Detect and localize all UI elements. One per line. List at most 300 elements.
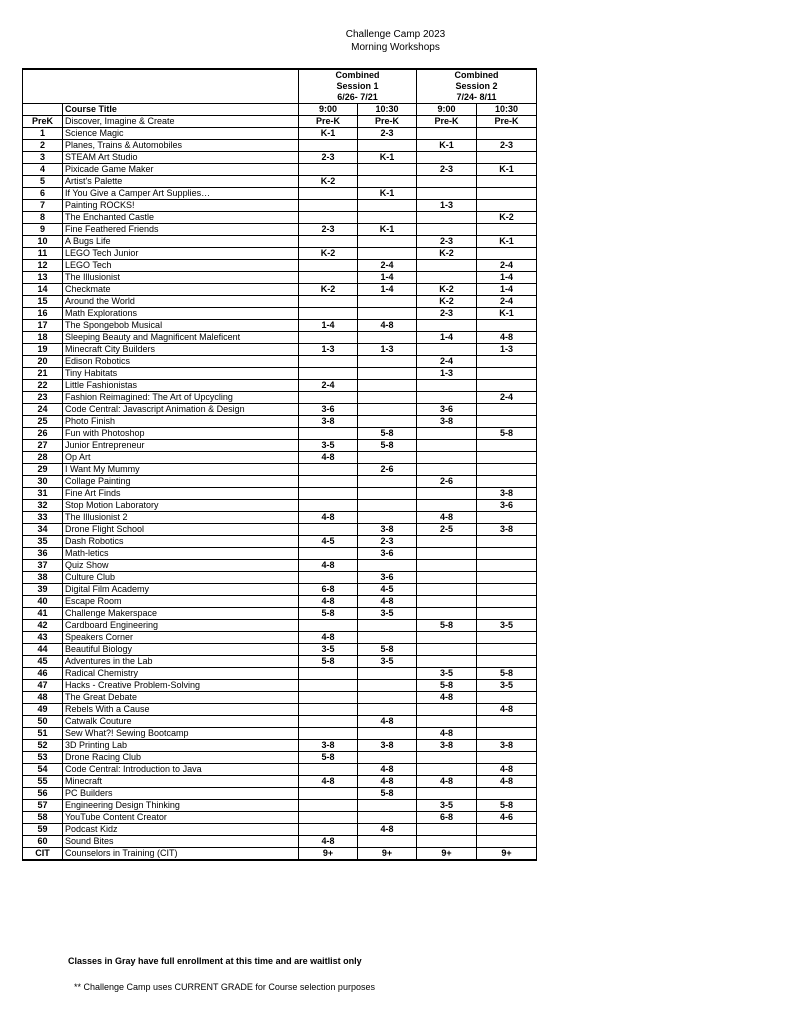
- session1-time1-grades: K-2: [299, 284, 358, 296]
- session2-name: Session 2: [417, 81, 537, 92]
- session2-time1-grades: 9+: [417, 848, 477, 861]
- session2-time2-grades: [477, 452, 537, 464]
- session1-time2-grades: [358, 704, 417, 716]
- session1-time2-grades: K-1: [358, 188, 417, 200]
- session1-time1-grades: 2-4: [299, 380, 358, 392]
- session1-time1-grades: [299, 296, 358, 308]
- session2-time1-grades: 2-4: [417, 356, 477, 368]
- table-row: [23, 512, 537, 524]
- course-title: Challenge Makerspace: [63, 608, 299, 620]
- session1-time2-grades: [358, 680, 417, 692]
- course-title: If You Give a Camper Art Supplies…: [63, 188, 299, 200]
- course-title: PC Builders: [63, 788, 299, 800]
- course-title: YouTube Content Creator: [63, 812, 299, 824]
- session2-time1-grades: [417, 548, 477, 560]
- session1-time2-grades: K-1: [358, 224, 417, 236]
- course-title: Escape Room: [63, 596, 299, 608]
- course-title: The Great Debate: [63, 692, 299, 704]
- session1-time1-grades: 4-8: [299, 596, 358, 608]
- session2-time2-grades: [477, 476, 537, 488]
- session1-time1-grades: 1-3: [299, 344, 358, 356]
- session1-time2-grades: [358, 404, 417, 416]
- session2-time1-grades: [417, 380, 477, 392]
- session1-time2-grades: 4-8: [358, 776, 417, 788]
- table-row: [23, 656, 537, 668]
- session1-time2-grades: [358, 512, 417, 524]
- session2-time1-grades: [417, 716, 477, 728]
- course-number: 30: [23, 476, 63, 488]
- session2-time2-grades: [477, 464, 537, 476]
- session2-time2-grades: 3-5: [477, 680, 537, 692]
- session2-time2-grades: [477, 632, 537, 644]
- session2-time2-grades: 3-5: [477, 620, 537, 632]
- session2-time1-grades: [417, 392, 477, 404]
- session2-time2-grades: [477, 380, 537, 392]
- session2-time1-grades: [417, 440, 477, 452]
- session1-time2-grades: 4-8: [358, 596, 417, 608]
- session1-time1-grades: [299, 548, 358, 560]
- document-subtitle: Morning Workshops: [351, 42, 440, 53]
- course-title: Counselors in Training (CIT): [63, 848, 299, 861]
- course-number: 53: [23, 752, 63, 764]
- session2-time2-grades: [477, 836, 537, 848]
- session2-time1-grades: [417, 536, 477, 548]
- course-number: 46: [23, 668, 63, 680]
- table-row: [23, 740, 537, 752]
- course-number: PreK: [23, 116, 63, 128]
- session1-time1-grades: 5-8: [299, 656, 358, 668]
- course-title: Radical Chemistry: [63, 668, 299, 680]
- course-number: 38: [23, 572, 63, 584]
- session2-time2-grades: [477, 200, 537, 212]
- session1-time1-grades: K-1: [299, 128, 358, 140]
- course-number: 8: [23, 212, 63, 224]
- session2-time2-grades: [477, 356, 537, 368]
- session1-time1-grades: 3-8: [299, 740, 358, 752]
- course-title: Sleeping Beauty and Magnificent Maleficent: [63, 332, 299, 344]
- session1-time2-grades: 3-5: [358, 656, 417, 668]
- session2-time1-grades: [417, 560, 477, 572]
- session1-time1-grades: 4-8: [299, 776, 358, 788]
- session1-time2-grades: 3-5: [358, 608, 417, 620]
- course-title: Speakers Corner: [63, 632, 299, 644]
- session1-time2-grades: [358, 500, 417, 512]
- course-title: Beautiful Biology: [63, 644, 299, 656]
- header-row-session: [23, 81, 537, 92]
- table-row: [23, 500, 537, 512]
- session2-time2-grades: 3-8: [477, 488, 537, 500]
- session2-time2-grades: [477, 128, 537, 140]
- session1-time2-grades: [358, 812, 417, 824]
- course-number: 1: [23, 128, 63, 140]
- course-number: 24: [23, 404, 63, 416]
- course-number: 15: [23, 296, 63, 308]
- session1-time1-grades: 6-8: [299, 584, 358, 596]
- session1-time2-grades: [358, 632, 417, 644]
- table-row: [23, 140, 537, 152]
- session2-time2-grades: [477, 584, 537, 596]
- table-row: [23, 416, 537, 428]
- table-row: [23, 788, 537, 800]
- session1-time2-grades: 9+: [358, 848, 417, 861]
- session1-time1-grades: 4-8: [299, 512, 358, 524]
- session1-time1-grades: [299, 692, 358, 704]
- session1-time2-grades: 5-8: [358, 788, 417, 800]
- session1-time1-grades: 1-4: [299, 320, 358, 332]
- course-title: Sound Bites: [63, 836, 299, 848]
- session1-time2-grades: 3-6: [358, 548, 417, 560]
- session1-time2-grades: 4-8: [358, 716, 417, 728]
- session2-time1-grades: [417, 752, 477, 764]
- table-row: [23, 536, 537, 548]
- course-number: 60: [23, 836, 63, 848]
- session2-time2-grades: [477, 788, 537, 800]
- table-row: [23, 344, 537, 356]
- session1-time2-grades: [358, 356, 417, 368]
- session2-time2-grades: 4-8: [477, 764, 537, 776]
- course-title: Math Explorations: [63, 308, 299, 320]
- course-number: 54: [23, 764, 63, 776]
- course-number: 39: [23, 584, 63, 596]
- session1-time2-grades: 4-8: [358, 824, 417, 836]
- session2-time1-grades: [417, 500, 477, 512]
- session2-time1-grades: [417, 428, 477, 440]
- session1-time1-grades: 3-6: [299, 404, 358, 416]
- session2-time1-grades: [417, 260, 477, 272]
- session1-time2-grades: [358, 212, 417, 224]
- session2-time1-grades: [417, 788, 477, 800]
- session1-time1-grades: [299, 488, 358, 500]
- session1-time1-grades: 4-5: [299, 536, 358, 548]
- session1-time1-grades: K-2: [299, 248, 358, 260]
- course-number: 27: [23, 440, 63, 452]
- session2-time2-grades: [477, 416, 537, 428]
- header-row-columns: [23, 104, 537, 116]
- session2-time1-grades: 2-6: [417, 476, 477, 488]
- course-title: I Want My Mummy: [63, 464, 299, 476]
- session2-time1-grades: [417, 632, 477, 644]
- course-title: Cardboard Engineering: [63, 620, 299, 632]
- session1-time1-grades: [299, 212, 358, 224]
- course-number: 47: [23, 680, 63, 692]
- session2-time1-grades: [417, 212, 477, 224]
- course-title: Fine Art Finds: [63, 488, 299, 500]
- session2-time1-grades: [417, 272, 477, 284]
- table-row: [23, 212, 537, 224]
- course-title: Dash Robotics: [63, 536, 299, 548]
- course-number: 40: [23, 596, 63, 608]
- course-number: 10: [23, 236, 63, 248]
- header-row-dates: [23, 92, 537, 104]
- session1-time2-grades: [358, 452, 417, 464]
- course-number: 18: [23, 332, 63, 344]
- session1-time2-grades: 1-4: [358, 272, 417, 284]
- session2-time2-grades: [477, 752, 537, 764]
- course-title: Code Central: Javascript Animation & Design: [63, 404, 299, 416]
- course-number: 9: [23, 224, 63, 236]
- table-row: [23, 764, 537, 776]
- session2-time1-grades: 4-8: [417, 776, 477, 788]
- course-number: 20: [23, 356, 63, 368]
- course-number: 14: [23, 284, 63, 296]
- session2-time1-grades: 2-3: [417, 236, 477, 248]
- course-title: Adventures in the Lab: [63, 656, 299, 668]
- table-row: [23, 668, 537, 680]
- table-row: [23, 152, 537, 164]
- course-title: Minecraft City Builders: [63, 344, 299, 356]
- session1-time2-grades: [358, 728, 417, 740]
- session1-time2-grades: [358, 476, 417, 488]
- course-number: 50: [23, 716, 63, 728]
- document-title-block: [0, 28, 791, 54]
- course-title: Op Art: [63, 452, 299, 464]
- table-row: [23, 716, 537, 728]
- session2-time1-grades: [417, 596, 477, 608]
- session2-time1-grades: K-2: [417, 248, 477, 260]
- session1-time2-grades: [358, 692, 417, 704]
- session1-time2-header: 10:30: [358, 104, 417, 116]
- table-row: [23, 524, 537, 536]
- course-title: 3D Printing Lab: [63, 740, 299, 752]
- session1-time1-grades: [299, 236, 358, 248]
- session1-time2-grades: [358, 236, 417, 248]
- session1-time2-grades: 1-3: [358, 344, 417, 356]
- session2-time2-grades: [477, 716, 537, 728]
- session1-time2-grades: 2-6: [358, 464, 417, 476]
- course-number: 11: [23, 248, 63, 260]
- table-row: [23, 584, 537, 596]
- session1-time2-grades: [358, 488, 417, 500]
- session1-time1-grades: 4-8: [299, 452, 358, 464]
- course-title: LEGO Tech Junior: [63, 248, 299, 260]
- session2-time1-grades: 5-8: [417, 620, 477, 632]
- session2-time1-grades: 3-6: [417, 404, 477, 416]
- session2-time2-grades: [477, 560, 537, 572]
- session2-time1-grades: 6-8: [417, 812, 477, 824]
- session2-time2-grades: 3-8: [477, 740, 537, 752]
- course-number: 34: [23, 524, 63, 536]
- session2-time1-grades: 2-5: [417, 524, 477, 536]
- table-row: [23, 476, 537, 488]
- session1-time1-grades: K-2: [299, 176, 358, 188]
- table-row: [23, 200, 537, 212]
- session2-time1-grades: [417, 464, 477, 476]
- course-number: 5: [23, 176, 63, 188]
- course-title: Minecraft: [63, 776, 299, 788]
- session2-time1-grades: K-2: [417, 296, 477, 308]
- course-title: The Illusionist: [63, 272, 299, 284]
- course-number: 29: [23, 464, 63, 476]
- session1-time1-grades: [299, 800, 358, 812]
- course-number: 57: [23, 800, 63, 812]
- session1-time1-grades: [299, 812, 358, 824]
- table-row: [23, 644, 537, 656]
- session2-time2-grades: [477, 656, 537, 668]
- session2-time2-grades: 1-3: [477, 344, 537, 356]
- session1-time1-grades: [299, 260, 358, 272]
- course-title: Fashion Reimagined: The Art of Upcycling: [63, 392, 299, 404]
- table-row: [23, 452, 537, 464]
- session2-dates: 7/24- 8/11: [417, 92, 537, 104]
- table-row: [23, 320, 537, 332]
- session1-time2-grades: [358, 308, 417, 320]
- course-title: Painting ROCKS!: [63, 200, 299, 212]
- course-title: Quiz Show: [63, 560, 299, 572]
- session1-time1-grades: 4-8: [299, 836, 358, 848]
- course-number: 52: [23, 740, 63, 752]
- session1-time1-grades: Pre-K: [299, 116, 358, 128]
- course-title: Fun with Photoshop: [63, 428, 299, 440]
- course-title: Junior Entrepreneur: [63, 440, 299, 452]
- table-row: [23, 848, 537, 861]
- table-row: [23, 824, 537, 836]
- course-number: 21: [23, 368, 63, 380]
- course-number: 6: [23, 188, 63, 200]
- session1-time1-grades: [299, 572, 358, 584]
- table-row: [23, 284, 537, 296]
- session2-time2-grades: Pre-K: [477, 116, 537, 128]
- session1-time1-grades: [299, 500, 358, 512]
- session2-time2-grades: [477, 692, 537, 704]
- session2-time2-grades: 4-8: [477, 776, 537, 788]
- session1-time1-grades: [299, 788, 358, 800]
- session1-time2-grades: [358, 164, 417, 176]
- session1-time1-grades: [299, 764, 358, 776]
- table-row: [23, 332, 537, 344]
- table-row: [23, 836, 537, 848]
- session2-time1-grades: 4-8: [417, 692, 477, 704]
- session2-time2-grades: 5-8: [477, 668, 537, 680]
- course-title: Catwalk Couture: [63, 716, 299, 728]
- session2-time2-grades: [477, 548, 537, 560]
- course-number: 42: [23, 620, 63, 632]
- session2-time1-grades: [417, 584, 477, 596]
- course-number: 33: [23, 512, 63, 524]
- course-title: Checkmate: [63, 284, 299, 296]
- course-number: 28: [23, 452, 63, 464]
- session2-time2-grades: [477, 596, 537, 608]
- session1-time1-grades: [299, 476, 358, 488]
- course-number: CIT: [23, 848, 63, 861]
- session1-time1-grades: [299, 308, 358, 320]
- session1-dates: 6/26- 7/21: [299, 92, 417, 104]
- session1-time1-grades: 3-5: [299, 440, 358, 452]
- course-title: LEGO Tech: [63, 260, 299, 272]
- session1-combined: Combined: [299, 69, 417, 81]
- session2-time1-grades: 1-3: [417, 200, 477, 212]
- course-title: Photo Finish: [63, 416, 299, 428]
- session2-time2-grades: K-2: [477, 212, 537, 224]
- session2-time1-grades: 5-8: [417, 680, 477, 692]
- table-row: [23, 164, 537, 176]
- session1-time1-grades: 3-8: [299, 416, 358, 428]
- course-title: Tiny Habitats: [63, 368, 299, 380]
- course-number: 35: [23, 536, 63, 548]
- course-title: Artist's Palette: [63, 176, 299, 188]
- course-title: The Illusionist 2: [63, 512, 299, 524]
- session2-time2-grades: 4-6: [477, 812, 537, 824]
- table-row: [23, 560, 537, 572]
- session2-time1-grades: 3-8: [417, 740, 477, 752]
- session1-time1-grades: [299, 680, 358, 692]
- session1-time1-grades: [299, 620, 358, 632]
- table-row: [23, 272, 537, 284]
- session1-time1-grades: [299, 356, 358, 368]
- session2-time1-grades: 3-8: [417, 416, 477, 428]
- session2-time2-grades: 5-8: [477, 428, 537, 440]
- session2-time2-grades: [477, 728, 537, 740]
- session1-time2-grades: 4-8: [358, 764, 417, 776]
- session2-time1-grades: [417, 704, 477, 716]
- session2-time2-grades: 2-3: [477, 140, 537, 152]
- workshop-schedule-table: [22, 68, 537, 861]
- course-title: Stop Motion Laboratory: [63, 500, 299, 512]
- course-number: 44: [23, 644, 63, 656]
- course-number: 19: [23, 344, 63, 356]
- session2-time1-grades: [417, 656, 477, 668]
- table-row: [23, 404, 537, 416]
- grade-note: ** Challenge Camp uses CURRENT GRADE for Course selection purposes: [74, 982, 375, 992]
- session1-time2-grades: 5-8: [358, 644, 417, 656]
- session1-time2-grades: [358, 668, 417, 680]
- course-title: STEAM Art Studio: [63, 152, 299, 164]
- session2-time2-grades: [477, 368, 537, 380]
- session1-time1-grades: 4-8: [299, 560, 358, 572]
- course-title: Fine Feathered Friends: [63, 224, 299, 236]
- session1-time1-grades: [299, 464, 358, 476]
- session2-time2-grades: 4-8: [477, 704, 537, 716]
- session2-time2-grades: 9+: [477, 848, 537, 861]
- session2-time1-header: 9:00: [417, 104, 477, 116]
- table-row: [23, 812, 537, 824]
- session1-time2-grades: [358, 332, 417, 344]
- session1-time2-grades: 3-8: [358, 740, 417, 752]
- table-row: [23, 128, 537, 140]
- course-number: 26: [23, 428, 63, 440]
- table-row: [23, 236, 537, 248]
- session2-time2-grades: 1-4: [477, 284, 537, 296]
- course-number: 41: [23, 608, 63, 620]
- table-row: [23, 188, 537, 200]
- session1-time1-grades: 2-3: [299, 224, 358, 236]
- table-row: [23, 548, 537, 560]
- session2-time1-grades: Pre-K: [417, 116, 477, 128]
- table-row: [23, 596, 537, 608]
- session1-time1-grades: 2-3: [299, 152, 358, 164]
- course-title: The Spongebob Musical: [63, 320, 299, 332]
- session2-time1-grades: [417, 644, 477, 656]
- session2-time1-grades: [417, 320, 477, 332]
- session2-time1-grades: [417, 824, 477, 836]
- session2-time1-grades: [417, 344, 477, 356]
- table-row: [23, 356, 537, 368]
- course-number: 12: [23, 260, 63, 272]
- course-title: Rebels With a Cause: [63, 704, 299, 716]
- session2-time1-grades: [417, 176, 477, 188]
- session2-time1-grades: [417, 452, 477, 464]
- session1-time1-grades: 9+: [299, 848, 358, 861]
- session1-time1-grades: [299, 332, 358, 344]
- session1-time2-grades: [358, 800, 417, 812]
- table-row: [23, 296, 537, 308]
- session2-time2-header: 10:30: [477, 104, 537, 116]
- course-number: 17: [23, 320, 63, 332]
- course-title: Little Fashionistas: [63, 380, 299, 392]
- session2-time2-grades: [477, 176, 537, 188]
- session1-time2-grades: 5-8: [358, 440, 417, 452]
- course-title: Drone Flight School: [63, 524, 299, 536]
- session2-time2-grades: [477, 404, 537, 416]
